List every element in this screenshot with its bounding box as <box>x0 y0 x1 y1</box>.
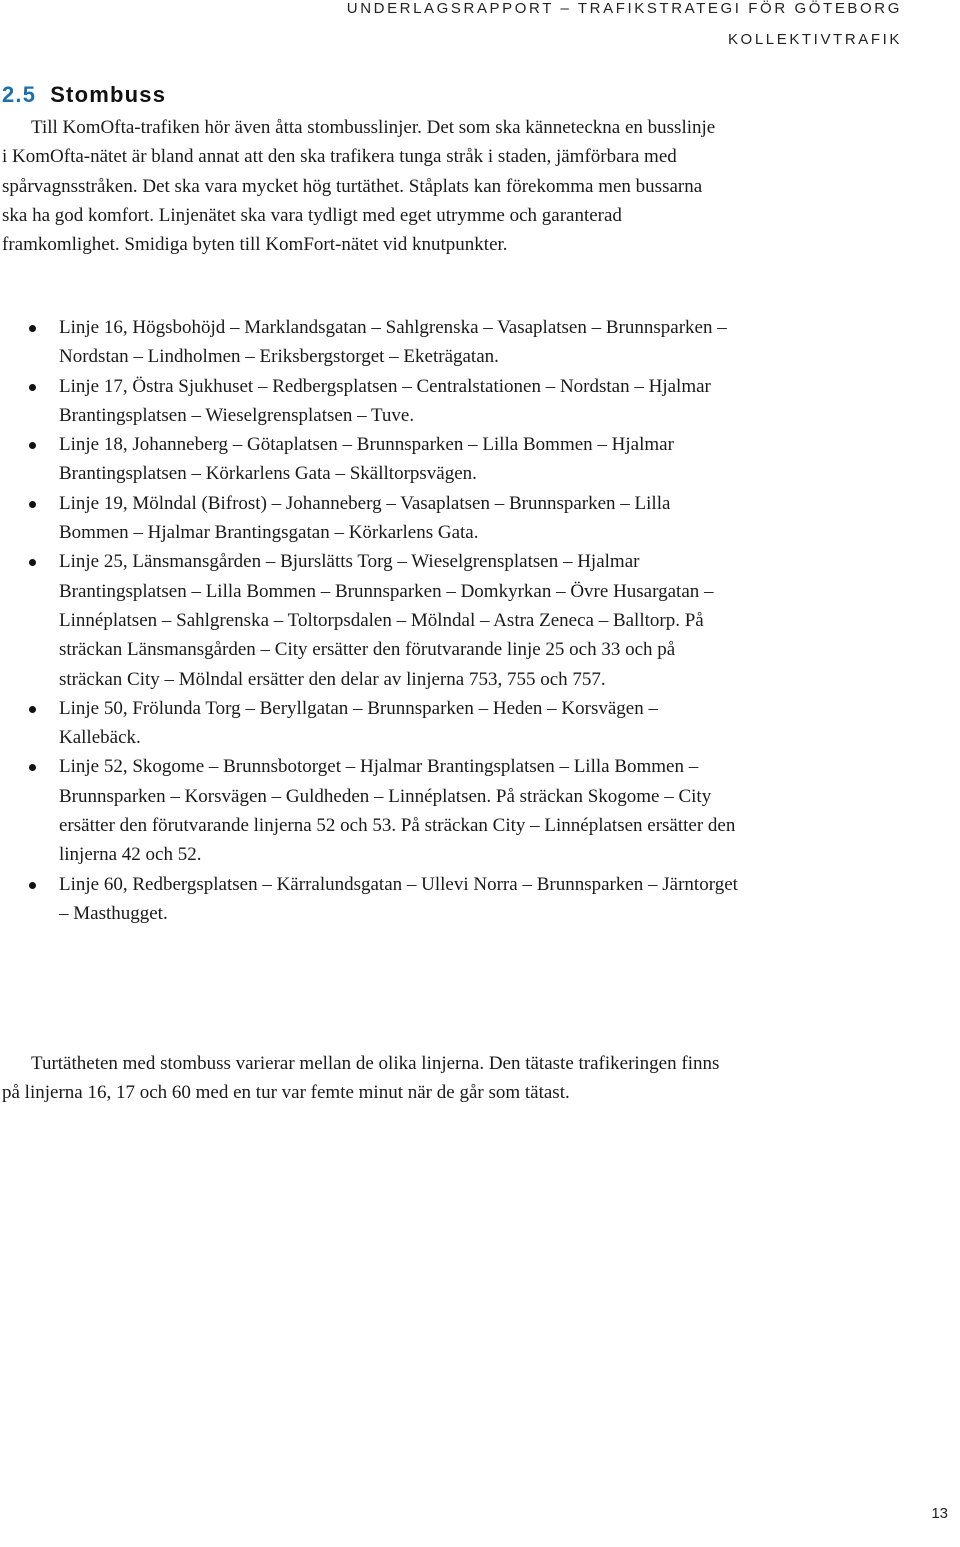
list-item-linje-17: Linje 17, Östra Sjukhuset – Redbergsplatsen – Centralstationen – Nordstan – Hjalmar Brantingsplatsen – Wieselgrensplatsen – Tuve. <box>0 372 740 431</box>
list-item-linje-25: Linje 25, Länsmansgården – Bjurslätts Torg – Wieselgrensplatsen – Hjalmar Brantingsplatsen – Lilla Bommen – Brunnsparken – Domkyrkan – Övre Husargatan – Linnéplatsen – Sahlgrenska – Toltorpsdalen – Mölndal – Astra Zeneca – Balltorp. På sträckan Länsmansgården – City ersätter den förutvarande linje 25 och 33 och på sträckan City – Mölndal ersätter den delar av linjerna 753, 755 och 757. <box>0 547 740 693</box>
list-item-linje-19: Linje 19, Mölndal (Bifrost) – Johanneberg – Vasaplatsen – Brunnsparken – Lilla Bommen – Hjalmar Brantingsgatan – Körkarlens Gata. <box>0 489 740 548</box>
running-header-title: UNDERLAGSRAPPORT – TRAFIKSTRATEGI FÖR GÖTEBORG <box>346 0 902 17</box>
section-heading <box>2 82 166 108</box>
list-item-linje-50: Linje 50, Frölunda Torg – Beryllgatan – Brunnsparken – Heden – Korsvägen – Kallebäck. <box>0 694 740 753</box>
running-header-chapter: KOLLEKTIVTRAFIK <box>727 31 902 48</box>
outro-paragraph: Turtätheten med stombuss varierar mellan de olika linjerna. Den tätaste trafikeringen finns på linjerna 16, 17 och 60 med en tur var femte minut när de går som tätast. <box>2 1053 720 1104</box>
page-number: 13 <box>931 1505 948 1522</box>
list-item-linje-60: Linje 60, Redbergsplatsen – Kärralundsgatan – Ullevi Norra – Brunnsparken – Järntorget – Masthugget. <box>0 870 740 929</box>
bus-line-list <box>0 313 740 928</box>
section-number: 2.5 <box>2 82 37 107</box>
list-item-linje-52: Linje 52, Skogome – Brunnsbotorget – Hjalmar Brantingsplatsen – Lilla Bommen – Brunnsparken – Korsvägen – Guldheden – Linnéplatsen. På sträckan Skogome – City ersätter den förutvarande linjerna 52 och 53. På sträckan City – Linnéplatsen ersätter den linjerna 42 och 52. <box>0 752 740 869</box>
list-item-linje-18: Linje 18, Johanneberg – Götaplatsen – Brunnsparken – Lilla Bommen – Hjalmar Brantingsplatsen – Körkarlens Gata – Skälltorpsvägen. <box>0 430 740 489</box>
list-item-linje-16: Linje 16, Högsbohöjd – Marklandsgatan – Sahlgrenska – Vasaplatsen – Brunnsparken – Nordstan – Lindholmen – Eriksbergstorget – Eketrägatan. <box>0 313 740 372</box>
section-title: Stombuss <box>50 82 167 107</box>
intro-paragraph: Till KomOfta-trafiken hör även åtta stombusslinjer. Det som ska känneteckna en busslinje i KomOfta-nätet är bland annat att den ska trafikera tunga stråk i staden, jämförbara med spårvagnsstråken. Det ska vara mycket hög turtäthet. Ståplats kan förekomma men bussarna ska ha god komfort. Linjenätet ska vara tydligt med eget utrymme och garanterad framkomlighet. Smidiga byten till KomFort-nätet vid knutpunkter. <box>2 117 716 256</box>
